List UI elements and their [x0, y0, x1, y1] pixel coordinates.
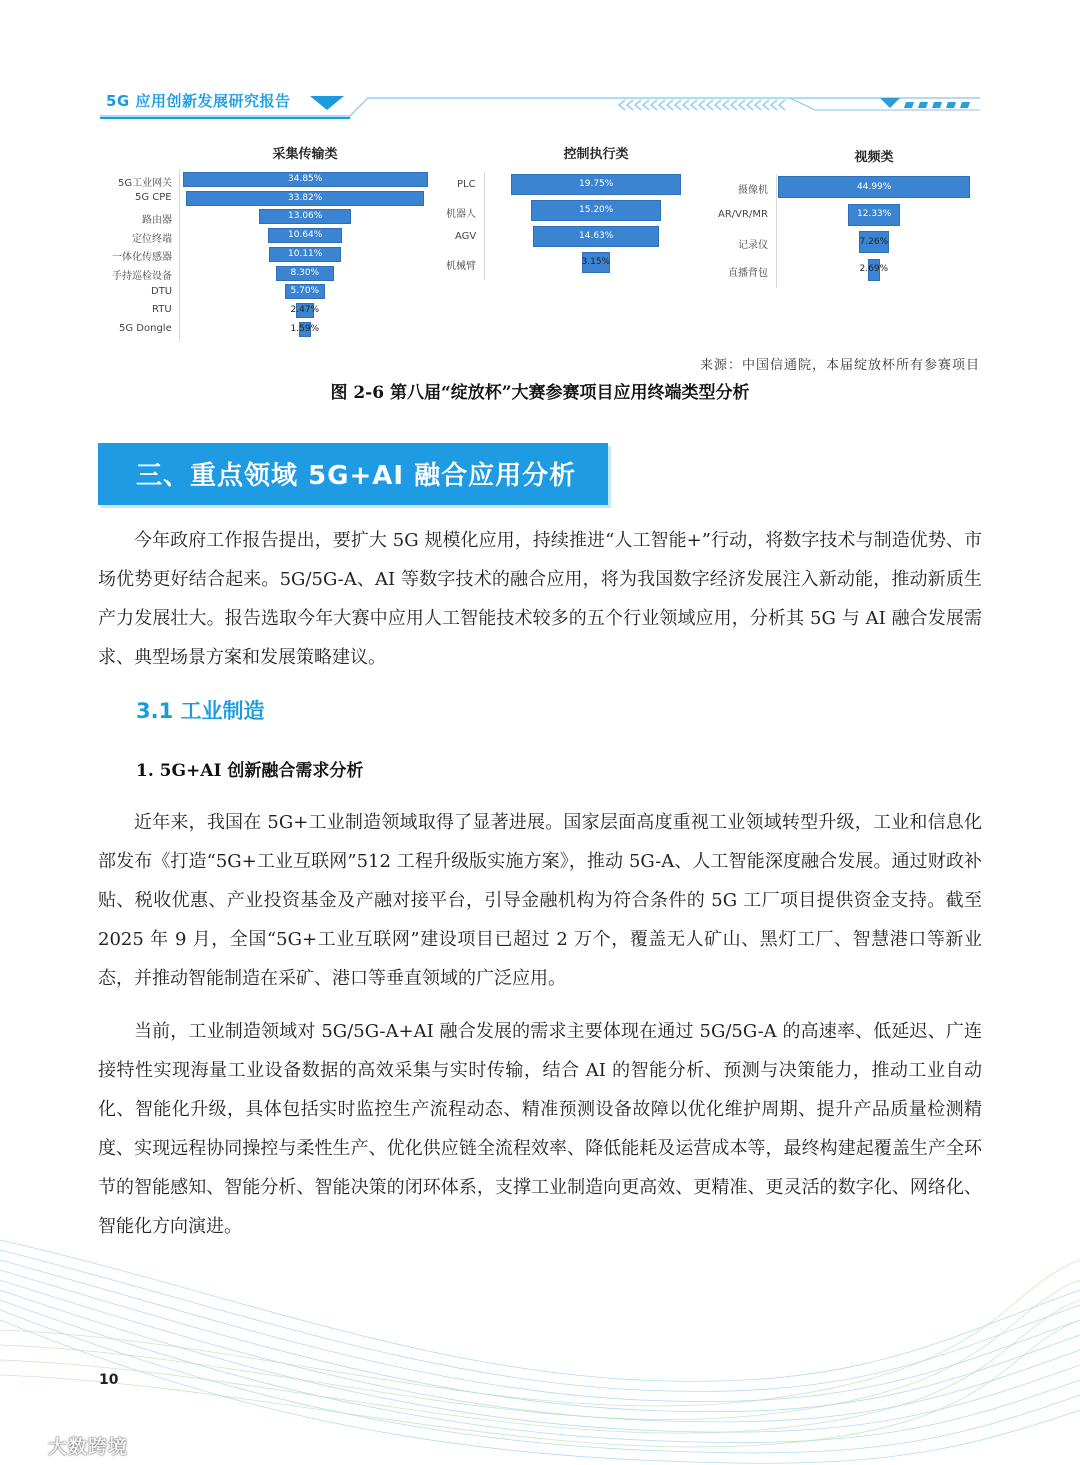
chart-axis: [179, 170, 180, 342]
category-label: 定位终端: [132, 233, 172, 245]
subheading: 1. 5G+AI 创新融合需求分析: [136, 761, 364, 781]
section-intro: 今年政府工作报告提出，要扩大 5G 规模化应用，持续推进“人工智能+”行动，将数字技术与制造优势、市场优势更好结合起来。5G/5G-A、AI 等数字技术的融合应用，将为我国数字经济发展注入新动能，推动新质生产力发展壮大。报告选取今年大赛中应用人工智能技术较多的五个行业领域应用，分析其 5G 与 AI 融合发展需求、典型场景方案和发展策略建议。: [98, 530, 982, 668]
category-label: 一体化传感器: [112, 252, 172, 264]
wave-decoration: [0, 1230, 1080, 1465]
value-label: 34.85%: [288, 174, 323, 184]
category-label: 摄像机: [738, 185, 768, 196]
value-label: 1.59%: [290, 323, 320, 334]
section-title: 三、重点领域 5G+AI 融合应用分析: [136, 461, 577, 491]
category-label: AGV: [455, 230, 477, 242]
category-label: 机械臂: [446, 260, 476, 272]
value-label: 8.30%: [290, 267, 320, 278]
category-label: 路由器: [142, 214, 172, 226]
category-label: AR/VR/MR: [718, 208, 768, 220]
paragraph-1: 近年来，我国在 5G+工业制造领域取得了显著进展。国家层面高度重视工业领域转型升级，工业和信息化部发布《打造“5G+工业互联网”512 工程升级版实施方案》，推动 5G-A、人工智能深度融合发展。通过财政补贴、税收优惠、产业投资基金及产融对接平台，引导金融机构为符合条件的 5G 工厂项目提供资金支持。截至 2025 年 9 月，全国“5G+工业互联网”建设项目已超过 2 万个，覆盖无人矿山、黑灯工厂、智慧港口等新业态，并推动智能制造在采矿、港口等垂直领域的广泛应用。: [98, 812, 982, 989]
chart-axis: [484, 172, 485, 280]
page-header: [100, 86, 980, 120]
page-number: 10: [99, 1372, 119, 1388]
category-label: PLC: [457, 178, 476, 190]
watermark-logo-icon: [8, 1430, 48, 1458]
chart-axis: [776, 174, 777, 288]
value-label: 7.26%: [859, 236, 889, 247]
section-banner: [98, 443, 608, 505]
category-label: 机器人: [446, 208, 476, 220]
chart-title: 采集传输类: [272, 147, 338, 162]
value-label: 13.06%: [288, 211, 323, 222]
category-label: 5G Dongle: [119, 323, 172, 335]
category-label: 记录仪: [738, 240, 768, 251]
category-label: 直播背包: [728, 267, 768, 279]
category-label: RTU: [152, 304, 172, 316]
value-label: 19.75%: [579, 179, 614, 189]
chart-title: 控制执行类: [563, 147, 629, 162]
value-label: 14.63%: [579, 231, 614, 241]
value-label: 44.99%: [857, 181, 892, 192]
watermark-text: 大数跨境: [48, 1436, 129, 1458]
value-label: 12.33%: [857, 209, 892, 219]
category-label: DTU: [151, 285, 173, 297]
figure-caption: 图 2-6 第八届“绽放杯”大赛参赛项目应用终端类型分析: [330, 383, 750, 403]
value-label: 5.70%: [290, 286, 320, 297]
chart-title: 视频类: [854, 150, 894, 165]
value-label: 33.82%: [288, 192, 323, 203]
figure-source: 来源：中国信通院，本届绽放杯所有参赛项目: [699, 358, 980, 373]
category-label: 5G CPE: [135, 192, 172, 204]
category-label: 手持巡检设备: [112, 271, 172, 282]
subsection-title: 3.1 工业制造: [136, 699, 265, 723]
value-label: 2.69%: [859, 264, 889, 274]
value-label: 10.11%: [288, 248, 323, 259]
value-label: 15.20%: [579, 205, 614, 215]
paragraph-2: 当前，工业制造领域对 5G/5G-A+AI 融合发展的需求主要体现在通过 5G/5G-A 的高速率、低延迟、广连接特性实现海量工业设备数据的高效采集与实时传输，结合 AI 的智能分析、预测与决策能力，推动工业自动化、智能化升级，具体包括实时监控生产流程动态、精准预测设备故障以优化维护周期、提升产品质量检测精度、实现远程协同操控与柔性生产、优化供应链全流程效率、降低能耗及运营成本等，最终构建起覆盖生产全环节的智能感知、智能分析、智能决策的闭环体系，支撑工业制造向更高效、更精准、更灵活的数字化、网络化、智能化方向演进。: [98, 1021, 982, 1237]
value-label: 3.15%: [581, 257, 611, 267]
value-label: 10.64%: [288, 230, 323, 241]
value-label: 2.47%: [290, 304, 320, 315]
category-label: 5G工业网关: [118, 177, 173, 189]
header-title: 5G 应用创新发展研究报告: [106, 92, 291, 110]
